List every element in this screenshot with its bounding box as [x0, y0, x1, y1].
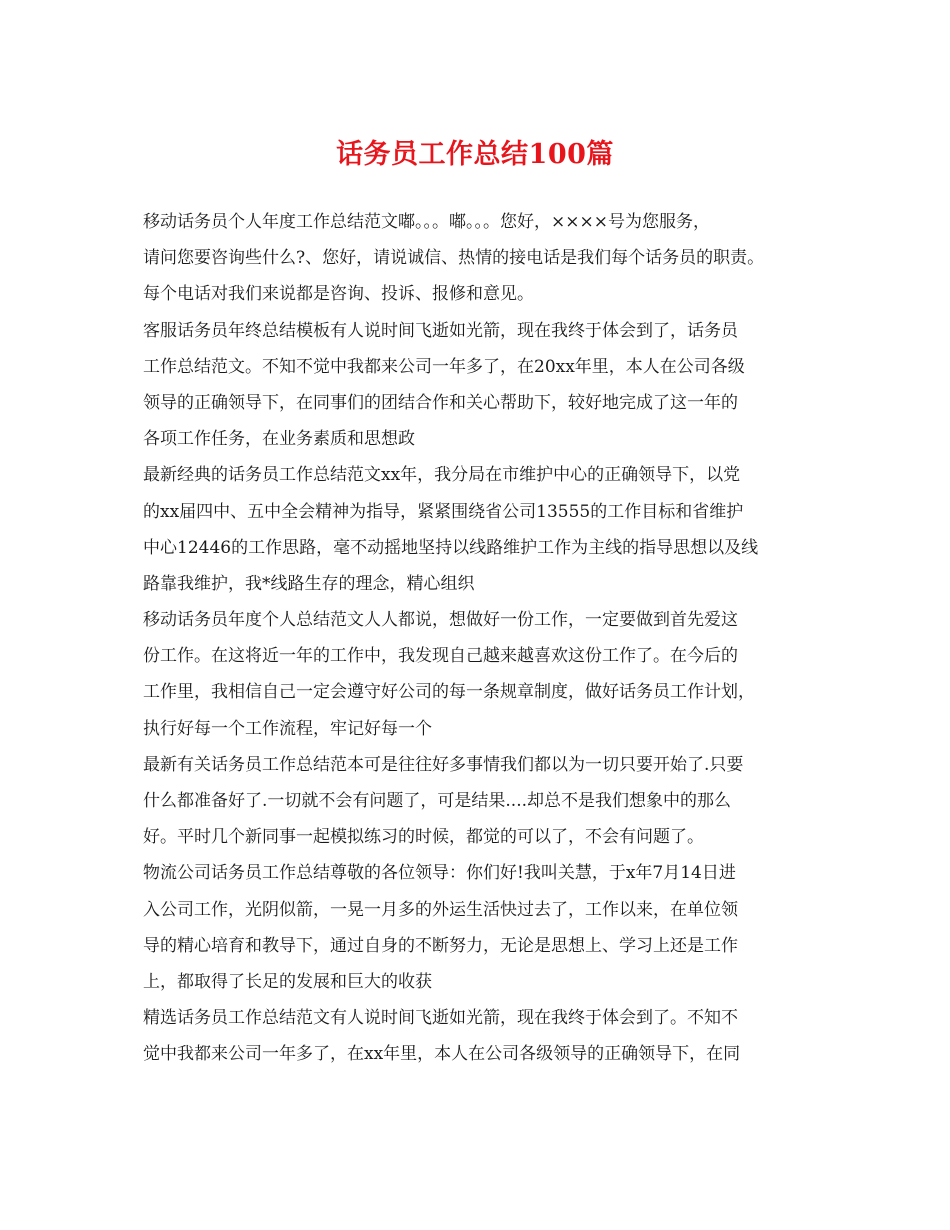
text-line: 入公司工作，光阴似箭，一晃一月多的外运生活快过去了，工作以来，在单位领: [143, 899, 738, 920]
document-title: 话务员工作总结100篇: [336, 139, 614, 170]
text-line: 每个电话对我们来说都是咨询、投诉、报修和意见。: [143, 284, 534, 305]
text-line: 移动话务员个人年度工作总结范文嘟。。。嘟。。。您好，××××号为您服务，: [143, 212, 710, 232]
text-line: 执行好每一个工作流程，牢记好每一个: [143, 718, 432, 739]
text-line: 各项工作任务，在业务素质和思想政: [143, 429, 415, 450]
text-line: 上，都取得了长足的发展和巨大的收获: [143, 971, 432, 992]
text-line: 工作里，我相信自己一定会遵守好公司的每一条规章制度，做好话务员工作计划，: [143, 682, 755, 703]
text-line: 最新有关话务员工作总结范本可是往往好多事情我们都以为一切只要开始了.只要: [143, 754, 744, 775]
text-line: 请问您要咨询些什么?、您好，请说诚信、热情的接电话是我们每个话务员的职责。: [143, 248, 765, 269]
text-line: 路靠我维护，我*线路生存的理念，精心组织: [143, 573, 475, 594]
text-line: 中心12446的工作思路，毫不动摇地坚持以线路维护工作为主线的指导思想以及线: [143, 537, 759, 558]
text-line: 精选话务员工作总结范文有人说时间飞逝如光箭，现在我终于体会到了。不知不: [143, 1008, 738, 1029]
document-body: [143, 204, 823, 1073]
text-line: 导的精心培育和教导下，通过自身的不断努力，无论是思想上、学习上还是工作: [143, 935, 738, 956]
text-line: 份工作。在这将近一年的工作中，我发现自己越来越喜欢这份工作了。在今后的: [143, 646, 738, 667]
text-line: 觉中我都来公司一年多了，在xx年里，本人在公司各级领导的正确领导下，在同: [143, 1044, 741, 1065]
text-line: 什么都准备好了.一切就不会有问题了，可是结果....却总不是我们想象中的那么: [143, 791, 732, 811]
text-line: 物流公司话务员工作总结尊敬的各位领导：你们好!我叫关慧，于x年7月14日进: [143, 863, 736, 884]
text-line: 领导的正确领导下，在同事们的团结合作和关心帮助下，较好地完成了这一年的: [143, 392, 738, 413]
text-line: 移动话务员年度个人总结范文人人都说，想做好一份工作，一定要做到首先爱这: [143, 610, 738, 631]
text-line: 的xx届四中、五中全会精神为指导，紧紧围绕省公司13555的工作目标和省维护: [143, 501, 744, 522]
text-line: 好。平时几个新同事一起模拟练习的时候，都觉的可以了，不会有问题了。: [143, 827, 704, 848]
text-line: 最新经典的话务员工作总结范文xx年，我分局在市维护中心的正确领导下，以党: [143, 465, 741, 486]
text-line: 工作总结范文。不知不觉中我都来公司一年多了，在20xx年里，本人在公司各级: [143, 356, 745, 377]
text-line: 客服话务员年终总结模板有人说时间飞逝如光箭，现在我终于体会到了，话务员: [143, 320, 738, 341]
